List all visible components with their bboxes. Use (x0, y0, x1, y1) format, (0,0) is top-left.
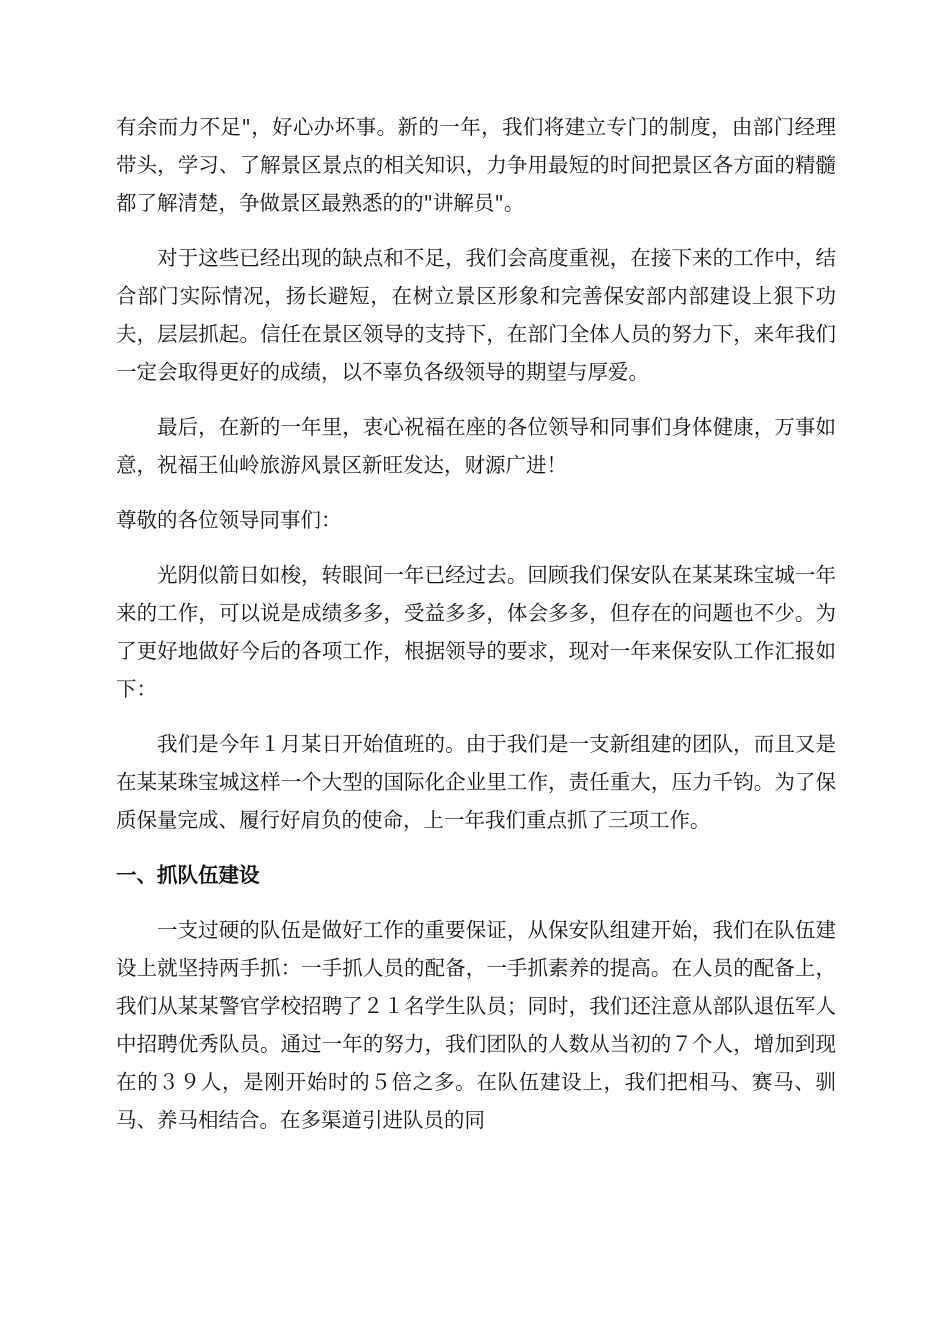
section-heading: 一、抓队伍建设 (116, 863, 260, 887)
paragraph-shortcomings: 对于这些已经出现的缺点和不足，我们会高度重视，在接下来的工作中，结合部门实际情况，扬长避短，在树立景区形象和完善保安部内部建设上狠下功夫，层层抓起。信任在景区领导的支持下，在部门全体人员的努力下，来年我们一定会取得更好的成绩，以不辜负各级领导的期望与厚爱。 (116, 246, 836, 384)
paragraph-intro: 光阴似箭日如梭，转眼间一年已经过去。回顾我们保安队在某某珠宝城一年来的工作，可以说是成绩多多，受益多多，体会多多，但存在的问题也不少。为了更好地做好今后的各项工作，根据领导的要求，现对一年来保安队工作汇报如下： (116, 563, 836, 701)
paragraph-continuation: 有余而力不足"，好心办坏事。新的一年，我们将建立专门的制度，由部门经理带头，学习、了解景区景点的相关知识，力争用最短的时间把景区各方面的精髓都了解清楚，争做景区最熟悉的的"讲解员"。 (116, 115, 836, 215)
paragraph-start-duty: 我们是今年１月某日开始值班的。由于我们是一支新组建的团队，而且又是在某某珠宝城这样一个大型的国际化企业里工作，责任重大，压力千钧。为了保质保量完成、履行好肩负的使命，上一年我们重点抓了三项工作。 (116, 732, 836, 832)
paragraph-closing-wishes: 最后，在新的一年里，衷心祝福在座的各位领导和同事们身体健康，万事如意，祝福王仙岭旅游风景区新旺发达，财源广进！ (116, 415, 836, 477)
salutation: 尊敬的各位领导同事们： (116, 508, 342, 532)
document-page (116, 108, 836, 1139)
paragraph-team-building: 一支过硬的队伍是做好工作的重要保证，从保安队组建开始，我们在队伍建设上就坚持两手抓：一手抓人员的配备，一手抓素养的提高。在人员的配备上，我们从某某警官学校招聘了２１名学生队员；同时，我们还注意从部队退伍军人中招聘优秀队员。通过一年的努力，我们团队的人数从当初的７个人，增加到现在的３９人，是刚开始时的５倍之多。在队伍建设上，我们把相马、赛马、驯马、养马相结合。在多渠道引进队员的同 (116, 918, 836, 1132)
